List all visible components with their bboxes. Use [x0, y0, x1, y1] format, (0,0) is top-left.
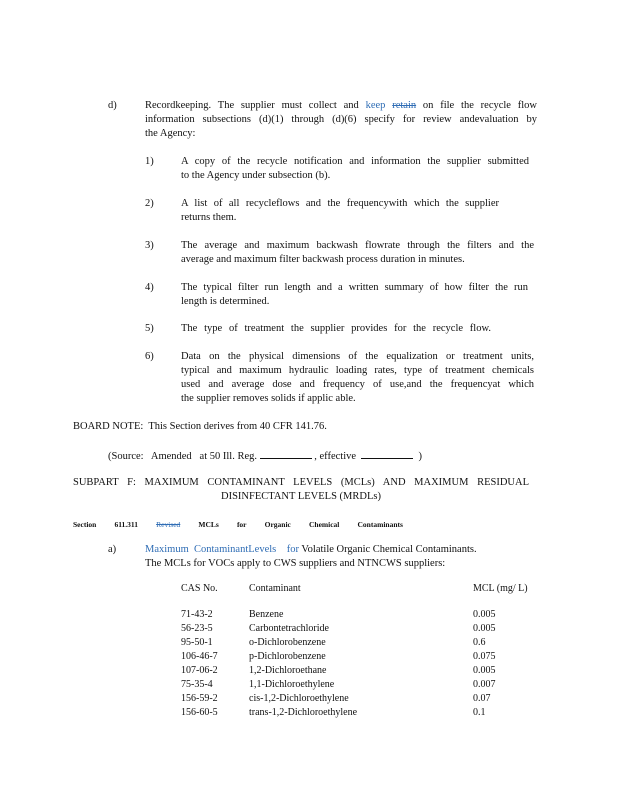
- item-number: 1): [145, 156, 154, 167]
- subpart-heading-line-1: SUBPART F: MAXIMUM CONTAMINANT LEVELS (MCLs) AND MAXIMUM RESIDUAL: [73, 477, 529, 488]
- table-header-row: [181, 582, 528, 596]
- table-row: 75-35-4 1,1-Dichloroethylene 0.007: [181, 679, 496, 690]
- board-note: BOARD NOTE: This Section derives from 40 CFR 141.76.: [73, 421, 327, 432]
- list-item: The average and maximum backwash flowrate through the filters and the average and maximum filter backwash process duration in minutes.: [181, 240, 534, 265]
- recordkeeping-line-3: the Agency:: [145, 128, 196, 139]
- table-row: 107-06-2 1,2-Dichloroethane 0.005: [181, 665, 496, 676]
- source-note: (Source: Amended at 50 Ill. Reg. , effective ): [108, 448, 422, 464]
- inserted-text-keep: keep: [365, 100, 386, 111]
- blank-line: [361, 448, 413, 459]
- section-heading: Section 611.311 Revised MCLs for Organic Chemical Contaminants: [73, 518, 403, 532]
- blank-line: [260, 448, 312, 459]
- table-row: 106-46-7 p-Dichlorobenzene 0.075: [181, 651, 496, 662]
- item-number: 6): [145, 351, 154, 362]
- recordkeeping-line-1: Recordkeeping. The supplier must collect and keep retain on file the recycle flow: [145, 100, 538, 111]
- subpart-heading-line-2: DISINFECTANT LEVELS (MRDLs): [221, 491, 381, 502]
- subsection-a-paragraph: Maximum ContaminantLevels for Volatile Organic Chemical Contaminants. The MCLs for VOCs apply to CWS suppliers and NTNCWS suppliers:: [145, 544, 477, 569]
- list-item: The typical filter run length and a written summary of how filter the run length is determined.: [181, 282, 528, 307]
- list-item: A copy of the recycle notification and information the supplier submitted to the Agency under subsection (b).: [181, 156, 529, 181]
- table-row: 71-43-2 Benzene 0.005: [181, 609, 496, 620]
- inserted-text-mcl: Maximum ContaminantLevels for: [145, 544, 299, 555]
- recordkeeping-line-2: information subsections (d)(1) through (d)(6) specify for review andevaluation by: [145, 114, 537, 125]
- list-item: A list of all recycleflows and the frequencywith which the supplier returns them.: [181, 198, 499, 223]
- subsection-letter-a: a): [108, 544, 117, 555]
- subsection-letter-d: d): [108, 100, 117, 111]
- column-header: MCL (mg/ L): [473, 583, 528, 594]
- item-number: 5): [145, 323, 154, 334]
- item-number: 2): [145, 198, 154, 209]
- column-header: Contaminant: [249, 583, 301, 594]
- mcl-table: [181, 582, 528, 720]
- item-number: 3): [145, 240, 154, 251]
- table-row: 156-59-2 cis-1,2-Dichloroethylene 0.07: [181, 693, 491, 704]
- column-header: CAS No.: [181, 583, 218, 594]
- table-row: 95-50-1 o-Dichlorobenzene 0.6: [181, 637, 486, 648]
- deleted-text-retain: retain: [392, 100, 417, 111]
- item-number: 4): [145, 282, 154, 293]
- deleted-text-revised: Revised: [156, 520, 181, 529]
- table-row: 56-23-5 Carbontetrachloride 0.005: [181, 623, 496, 634]
- recordkeeping-paragraph: [145, 99, 537, 141]
- list-item: The type of treatment the supplier provides for the recycle flow.: [181, 323, 491, 334]
- table-row: 156-60-5 trans-1,2-Dichloroethylene 0.1: [181, 707, 486, 718]
- list-item: Data on the physical dimensions of the equalization or treatment units, typical and maximum hydraulic loading rates, type of treatment chemicals used and average dose and frequency of use,and the frequencyat which the supplier removes solids if applic able.: [181, 351, 534, 404]
